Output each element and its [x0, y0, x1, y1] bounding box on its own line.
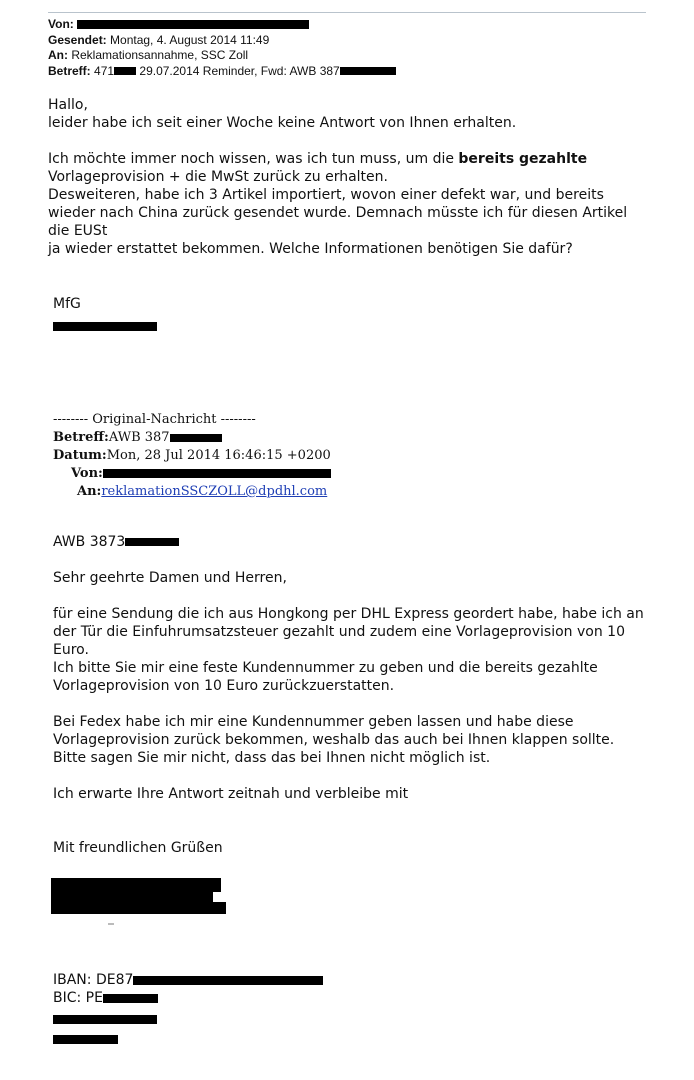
- reply-signature: MfG: [53, 295, 157, 335]
- redacted-subject-1: [114, 67, 136, 75]
- reply-body: Hallo, leider habe ich seit einer Woche keine Antwort von Ihnen erhalten. Ich möchte immer noch wissen, was ich tun muss, um die bereits gezahlte Vorlageprovision + die MwSt zurück zu erhalten. Desweiteren, habe ich 3 Artikel importiert, wovon einer defekt war, und bereits wieder nach China zurück gesendet wurde. Demnach müsste ich für diesen Artikel die EUSt ja wieder erstattet bekommen. Welche Informationen benötigen Sie dafür?: [48, 97, 628, 257]
- recipient-email-link[interactable]: reklamationSSCZOLL@dpdhl.com: [101, 484, 328, 499]
- redacted-name: [53, 322, 157, 331]
- header-subject: Betreff: 471 29.07.2014 Reminder, Fwd: AWB 387: [48, 64, 396, 80]
- original-message-header: -------- Original-Nachricht -------- Betreff:AWB 387 Datum:Mon, 28 Jul 2014 16:46:15 +0200 Von: An:reklamationSSCZOLL@dpdhl.com: [53, 412, 331, 499]
- redacted-iban: [133, 976, 323, 985]
- header-sent: Gesendet: Montag, 4. August 2014 11:49: [48, 32, 270, 47]
- redacted-bank-line-2: [53, 1035, 118, 1044]
- redacted-from: [103, 469, 331, 478]
- redacted-bank-line-1: [53, 1015, 157, 1024]
- redacted-sender: [77, 20, 309, 29]
- bank-details: IBAN: DE87 BIC: PE: [53, 971, 323, 1048]
- redacted-bic: [103, 994, 158, 1003]
- header-from: Von:: [48, 17, 396, 33]
- redacted-awb: [170, 434, 222, 442]
- redacted-subject-2: [340, 67, 396, 75]
- email-header: [48, 17, 396, 79]
- original-body: AWB 3873 Sehr geehrte Damen und Herren, für eine Sendung die ich aus Hongkong per DHL Express geordert habe, habe ich an der Tür die Einfuhrumsatzsteuer gezahlt und zudem eine Vorlageprovision von 10 Euro. Ich bitte Sie mir eine feste Kundennummer zu geben und die bereits gezahlte Vorlageprovision von 10 Euro zurückzuerstatten. Bei Fedex habe ich mir eine Kundennummer geben lassen und habe diese Vorlageprovision zurück bekommen, weshalb das auch bei Ihnen klappen sollte. Bitte sagen Sie mir nicht, dass das bei Ihnen nicht möglich ist. Ich erwarte Ihre Antwort zeitnah und verbleibe mit Mit freundlichen Grüßen: [53, 534, 644, 856]
- redacted-awb-number: [125, 538, 179, 546]
- header-to: An: Reklamationsannahme, SSC Zoll: [48, 48, 249, 62]
- header-divider: [48, 12, 646, 13]
